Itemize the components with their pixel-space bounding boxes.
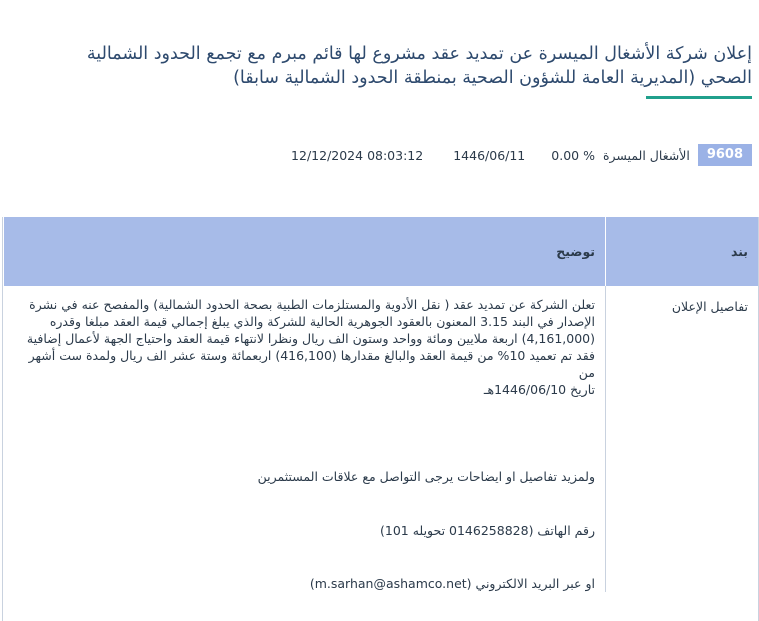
description-cell <box>4 286 606 592</box>
announcement-table <box>3 217 758 592</box>
column-header-description: توضيح <box>4 217 606 286</box>
announcement-title <box>32 42 752 90</box>
item-cell: تفاصيل الإعلان <box>606 286 759 592</box>
email-line: او عبر البريد الالكتروني (m.sarhan@ashamco.net) <box>309 576 595 591</box>
title-line-1: إعلان شركة الأشغال الميسرة عن تمديد عقد مشروع لها قائم مبرم مع تجمع الحدود الشمالية <box>86 44 752 64</box>
announcement-title-block <box>32 42 752 90</box>
paragraph-line-5: تاريخ 1446/06/10هـ <box>483 382 595 397</box>
paragraph-line-1: تعلن الشركة عن تمديد عقد ( نقل الأدوية والمستلزمات الطبية بصحة الحدود الشمالية) والمفصح عنه في نشرة <box>29 297 595 312</box>
description-paragraph <box>14 296 596 398</box>
title-line-2: الصحي (المديرية العامة للشؤون الصحية بمنطقة الحدود الشمالية سابقا) <box>233 68 752 88</box>
column-header-item: بند <box>606 217 759 286</box>
phone-line: رقم الهاتف (0146258828 تحويله 101) <box>380 523 595 538</box>
paragraph-line-2: الإصدار في البند 3.15 المعنون بالعقود الجوهرية الحالية للشركة والذي يبلغ إجمالي قيمة العقد مبلغا وقدره <box>49 314 595 329</box>
stock-symbol-badge[interactable]: 9608 <box>698 144 752 166</box>
title-underline <box>646 96 752 99</box>
table-row <box>4 286 759 592</box>
announcement-table-wrapper <box>2 217 759 621</box>
paragraph-line-3: (4,161,000) اربعة ملايين ومائة وواحد وستون الف ريال ونظرا لانتهاء قيمة العقد واحتياج الجهة لأعمال إضافية <box>26 331 595 346</box>
hijri-date: 1446/06/11 <box>453 147 526 163</box>
stock-meta-row <box>291 144 752 166</box>
change-percent: 0.00 % <box>551 147 595 163</box>
contact-intro: ولمزيد تفاصيل او ايضاحات يرجى التواصل مع علاقات المستثمرين <box>257 469 595 484</box>
table-header-row <box>4 217 759 286</box>
company-name[interactable]: الأشغال الميسرة <box>602 147 690 163</box>
gregorian-datetime: 12/12/2024 08:03:12 <box>291 147 424 163</box>
paragraph-line-4: فقد تم تعميد 10% من قيمة العقد والبالغ مقدارها (416,100) اربعمائة وستة عشر الف ريال ولمدة ست أشهر من <box>28 348 595 380</box>
